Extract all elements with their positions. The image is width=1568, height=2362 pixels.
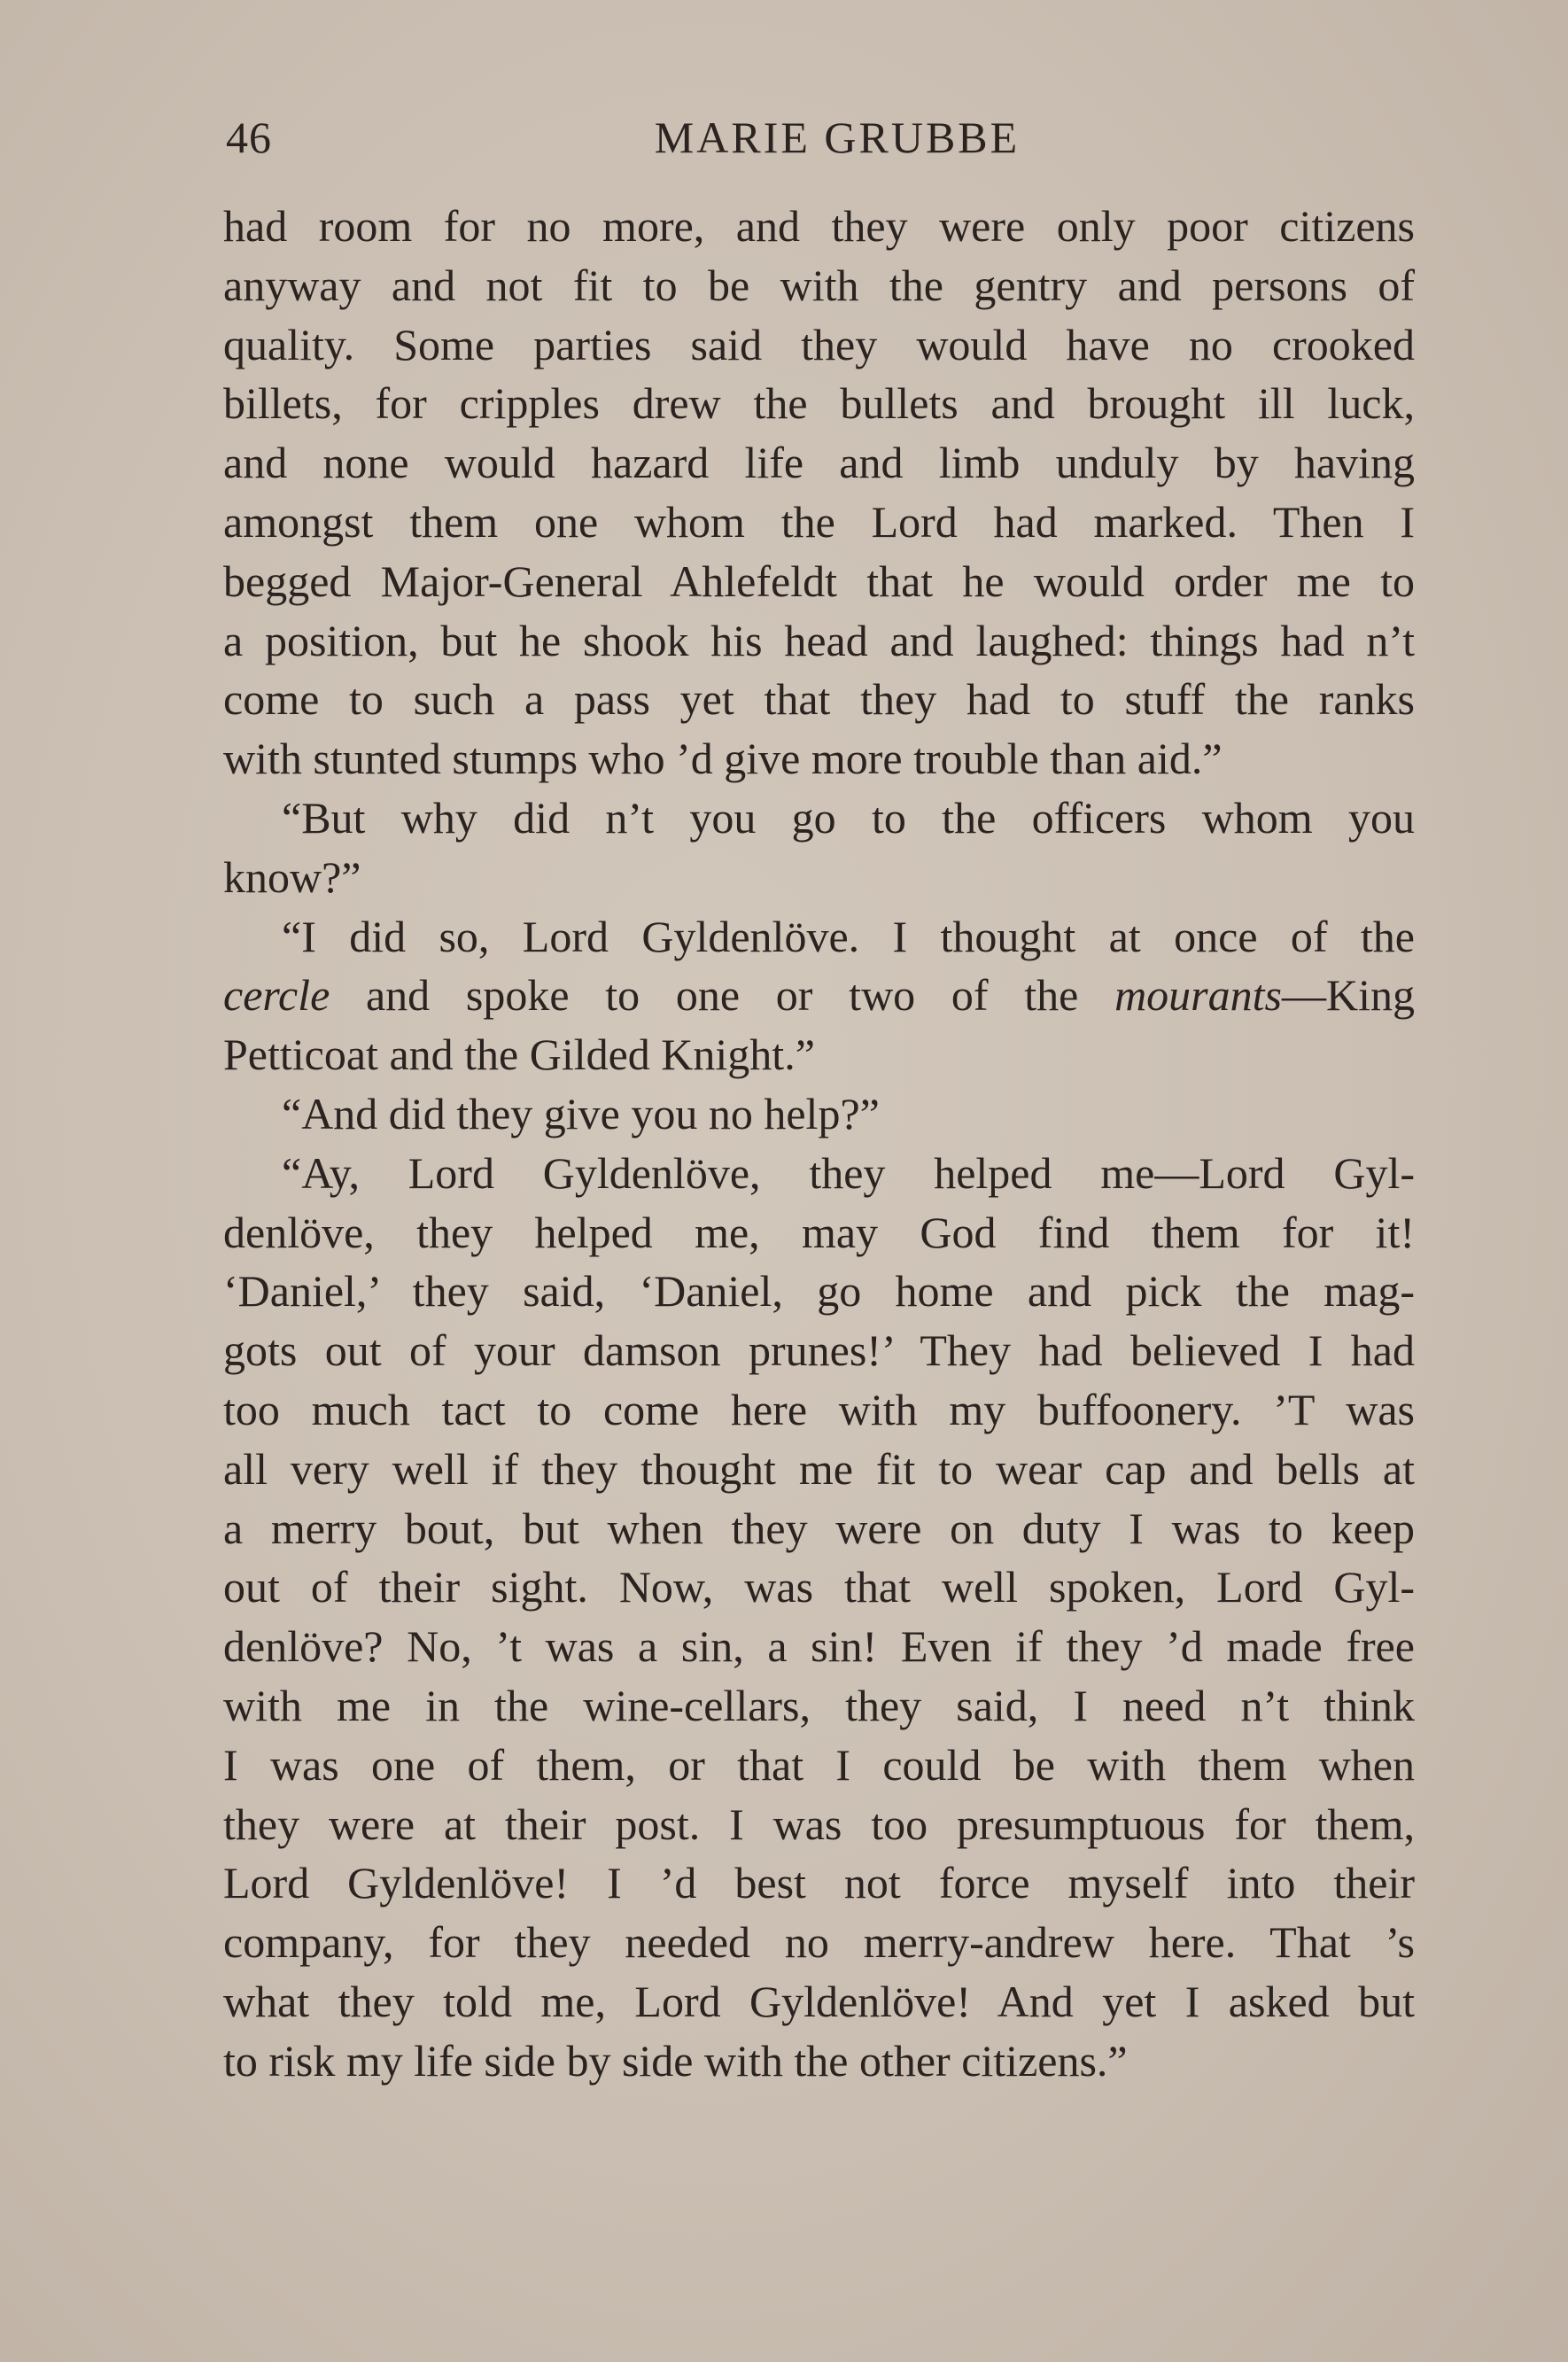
text-line-mixed [223,966,1415,1025]
page-number: 46 [226,113,272,162]
text-line: to risk my life side by side with the other citizens.” [223,2035,1128,2086]
text-line: “I did so, Lord Gyldenlöve. I thought at once of the [282,911,1415,961]
text-line: quality. Some parties said they would have no crooked [223,319,1415,369]
text-line: denlöve, they helped me, may God find them for it! [223,1207,1415,1257]
text-line: had room for no more, and they were only poor citizens [223,201,1415,251]
text-line: and none would hazard life and limb unduly by having [223,438,1415,488]
text-line: Petticoat and the Gilded Knight.” [223,1029,815,1080]
text-line: out of their sight. Now, was that well spoken, Lord Gyl- [223,1562,1415,1612]
italic-word: cercle [223,970,330,1021]
text-line: Lord Gyldenlöve! I ’d best not force myself into their [223,1858,1415,1908]
text-line: “Ay, Lord Gyldenlöve, they helped me—Lord Gyl- [282,1147,1415,1198]
text-line: know?” [223,851,361,902]
text-segment: —King [1282,970,1415,1021]
text-line: with stunted stumps who ’d give more trouble than aid.” [223,734,1223,784]
text-line: all very well if they thought me fit to wear cap and bells at [223,1443,1415,1494]
body-text [223,197,1415,2091]
text-line: anyway and not fit to be with the gentry and persons of [223,260,1415,310]
text-line: with me in the wine-cellars, they said, I need n’t think [223,1680,1415,1730]
text-line: ‘Daniel,’ they said, ‘Daniel, go home and pick the mag- [223,1266,1415,1317]
text-line: what they told me, Lord Gyldenlöve! And yet I asked but [223,1976,1415,2026]
text-line: “But why did n’t you go to the officers whom you [282,792,1415,843]
text-segment: and spoke to one or two of the [330,970,1115,1021]
text-line: a position, but he shook his head and laughed: things had n’t [223,615,1415,665]
text-line: too much tact to come here with my buffoonery. ’T was [223,1384,1415,1434]
italic-word: mourants [1114,970,1282,1021]
text-line: they were at their post. I was too presumptuous for them, [223,1799,1415,1849]
text-line: come to such a pass yet that they had to stuff the ranks [223,674,1415,725]
text-line: denlöve? No, ’t was a sin, a sin! Even if they ’d made free [223,1621,1415,1672]
page-header [226,106,1413,168]
text-line: company, for they needed no merry-andrew here. That ’s [223,1917,1415,1968]
text-line: a merry bout, but when they were on duty I was to keep [223,1503,1415,1553]
text-line: billets, for cripples drew the bullets and brought ill luck, [223,378,1415,429]
text-line: I was one of them, or that I could be with them when [223,1739,1415,1790]
text-line: “And did they give you no help?” [282,1088,880,1138]
text-line: gots out of your damson prunes!’ They had believed I had [223,1325,1415,1376]
running-title: MARIE GRUBBE [654,113,1021,162]
text-line: begged Major-General Ahlefeldt that he would order me to [223,556,1415,606]
text-line: amongst them one whom the Lord had marked. Then I [223,496,1415,547]
